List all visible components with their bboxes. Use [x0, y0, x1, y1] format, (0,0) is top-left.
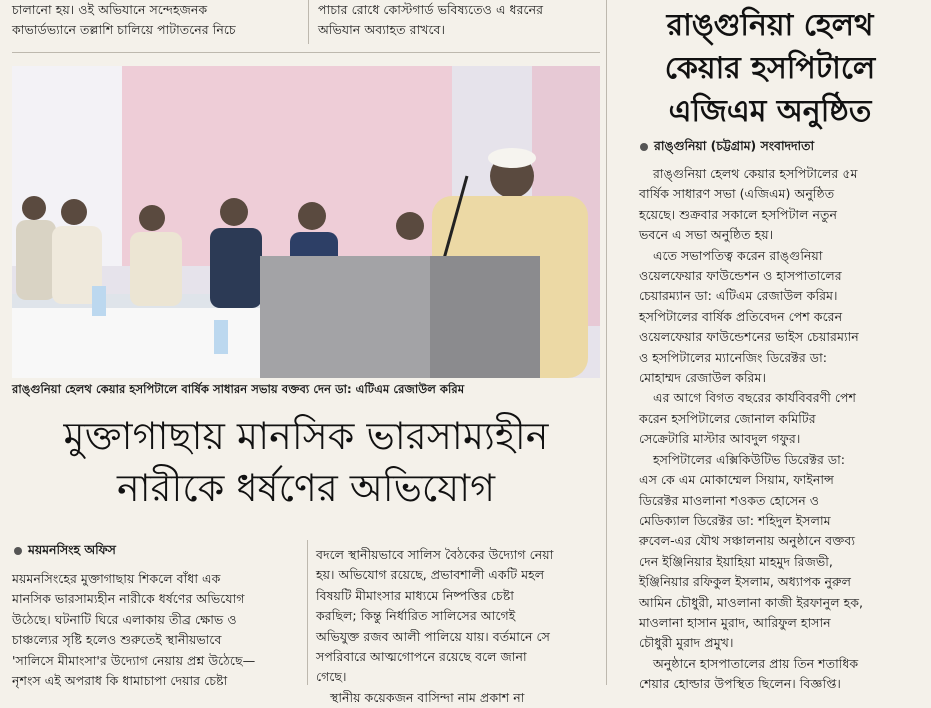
text-line: অভিযুক্ত রজব আলী পালিয়ে যায়। বর্তমানে সে	[316, 628, 550, 644]
main-byline	[14, 542, 116, 562]
text-line: চাঞ্চল্যের সৃষ্টি হলেও শুরুতেই স্থানীয়ভাবে	[12, 632, 222, 648]
text-line: বার্ষিক সাধারণ সভা (এজিএম) অনুষ্ঠিত	[639, 186, 835, 202]
text-line: মাওলানা হাসান মুরাদ, আরিফুল হাসান	[639, 614, 831, 630]
text-line: কাভার্ডভ্যানে তল্লাশি চালিয়ে পাটাতনের নিচে	[12, 22, 236, 38]
byline-text: রাঙ্গুনিয়া (চট্টগ্রাম) সংবাদদাতা	[654, 138, 815, 153]
text-line: ডিরেক্টর মাওলানা শওকত হোসেন ও	[639, 492, 820, 508]
column-rule	[308, 0, 309, 44]
headline-line: এজিএম অনুষ্ঠিত	[668, 94, 872, 129]
text-line: 'সালিসে মীমাংসা'র উদ্যোগ নেয়ায় প্রশ্ন উঠেছে—	[12, 652, 256, 668]
bullet-icon	[14, 547, 22, 555]
text-line: ময়মনসিংহের মুক্তাগাছায় শিকলে বাঁধা এক	[12, 571, 221, 586]
text-line: রুবেল-এর যৌথ সঞ্চালনায় অনুষ্ঠানে বক্তব্য	[639, 533, 856, 549]
text-line: হসপিটালের বার্ষিক প্রতিবেদন পেশ করেন	[639, 308, 843, 324]
text-line: ওয়েলফেয়ার ফাউন্ডেশন ও হাসপাতালের	[639, 268, 842, 284]
headline-line: কেয়ার হসপিটালে	[664, 51, 876, 86]
text-line: বিষয়টি মীমাংসার মাধ্যমে নিষ্পত্তির চেষ্টা	[316, 587, 514, 603]
text-line: ইঞ্জিনিয়ার রফিকুল ইসলাম, অধ্যাপক নুরুল	[639, 574, 852, 590]
top-left-snippet	[12, 0, 300, 41]
main-story-col1	[12, 569, 300, 691]
text-line: অভিযান অব্যাহত রাখবে।	[318, 22, 446, 38]
main-headline	[12, 410, 600, 514]
text-line: পাচার রোধে কোস্টগার্ড ভবিষ্যতেও এ ধরনের	[318, 2, 544, 17]
text-line: হয়েছে। শুক্রবার সকালে হসপিটাল নতুন	[639, 206, 837, 222]
text-line: হয়। অভিযোগ রয়েছে, প্রভাবশালী একটি মহল	[316, 567, 545, 583]
text-line: ওয়েলফেয়ার ফাউন্ডেশনের ভাইস চেয়ারম্যান	[639, 329, 859, 345]
text-line: রাঙ্গুনিয়া হেলথ কেয়ার হসপিটালের ৫ম	[653, 166, 858, 181]
text-line: করেন হসপিটালের জোনাল কমিটির	[639, 410, 816, 426]
text-line: অনুষ্ঠানে হাসপাতালের প্রায় তিন শতাধিক	[653, 655, 859, 671]
text-line: ও হসপিটালের ম্যানেজিং ডিরেক্টর ডা:	[639, 349, 827, 365]
text-line: চেয়ারম্যান ডা: এটিএম রেজাউল করিম।	[639, 288, 838, 304]
event-photo	[12, 66, 600, 378]
text-line: এস কে এম মোকাম্মেল সিয়াম, ফাইনান্স	[639, 472, 834, 488]
text-line: গেছে।	[316, 669, 347, 685]
text-line: হসপিটালের এক্সিকিউটিভ ডিরেক্টর ডা:	[653, 451, 846, 467]
top-mid-snippet	[318, 0, 600, 41]
section-rule	[12, 52, 600, 53]
text-line: বদলে স্থানীয়ভাবে সালিস বৈঠকের উদ্যোগ নেয়া	[316, 547, 554, 562]
text-line: চালানো হয়। ওই অভিযানে সন্দেহজনক	[12, 2, 208, 17]
text-line: করছিল; কিন্তু নির্ধারিত সালিসের আগেই	[316, 608, 516, 624]
column-rule	[307, 540, 308, 685]
bullet-icon	[640, 143, 648, 151]
column-rule	[606, 0, 607, 685]
main-story-col2	[316, 545, 600, 708]
text-line: শেয়ার হোল্ডার উপস্থিত ছিলেন। বিজ্ঞপ্তি।	[639, 676, 841, 692]
photo-caption: রাঙ্গুনিয়া হেলথ কেয়ার হসপিটালে বার্ষিক সাধারন সভায় বক্তব্য দেন ডা: এটিএম রেজাউল করিম	[12, 382, 465, 396]
text-line: স্থানীয় কয়েকজন বাসিন্দা নাম প্রকাশ না	[330, 689, 525, 705]
text-line: মোহাম্মদ রেজাউল করিম।	[639, 370, 766, 386]
text-line: ভবনে এ সভা অনুষ্ঠিত হয়।	[639, 227, 774, 243]
text-line: সপরিবারে আত্মগোপনে রয়েছে বলে জানা	[316, 649, 527, 665]
text-line: এর আগে বিগত বছরের কার্যবিবরণী পেশ	[653, 390, 856, 406]
text-line: মেডিক্যাল ডিরেক্টর ডা: শহিদুল ইসলাম	[639, 512, 831, 528]
headline-line: রাঙ্গুনিয়া হেলথ	[666, 8, 874, 43]
text-line: মানসিক ভারসাম্যহীন নারীকে ধর্ষণের অভিযোগ	[12, 591, 245, 607]
text-line: দেন ইঞ্জিনিয়ার ইয়াহিয়া মাহমুদ রিজভী,	[639, 553, 833, 569]
text-line: চৌধুরী মুরাদ প্রমুখ।	[639, 635, 734, 651]
text-line: সেক্রেটারি মাস্টার আবদুল গফুর।	[639, 431, 801, 447]
side-story-body	[639, 164, 917, 695]
text-line: আমিন চৌধুরী, মাওলানা কাজী ইরফানুল হক,	[639, 594, 864, 610]
text-line: উঠেছে। ঘটনাটি ঘিরে এলাকায় তীব্র ক্ষোভ ও	[12, 611, 237, 627]
headline-line: মুক্তাগাছায় মানসিক ভারসাম্যহীন	[63, 414, 549, 458]
headline-line: নারীকে ধর্ষণের অভিযোগ	[116, 466, 496, 510]
text-line: এতে সভাপতিত্ব করেন রাঙ্গুনিয়া	[653, 247, 823, 263]
byline-text: ময়মনসিংহ অফিস	[28, 542, 116, 557]
side-headline	[612, 4, 928, 133]
side-byline	[640, 138, 814, 158]
text-line: নৃশংস এই অপরাধ কি ধামাচাপা দেয়ার চেষ্টা	[12, 673, 228, 689]
